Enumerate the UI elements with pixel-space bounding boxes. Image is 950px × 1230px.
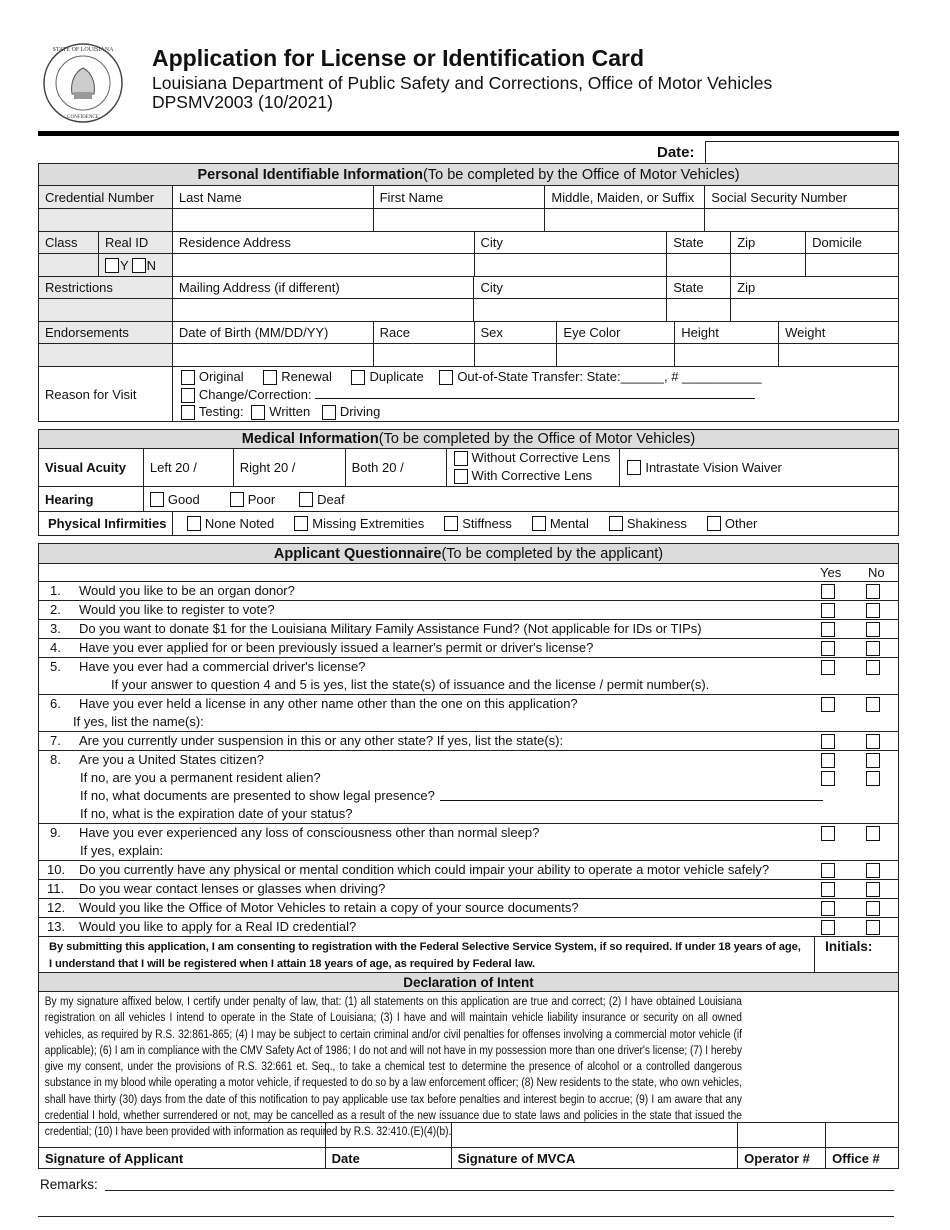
question-line [39, 658, 898, 676]
hearing-label: Hearing [39, 487, 144, 511]
right-eye-field[interactable]: Right 20 / [234, 449, 346, 486]
question-text: Would you like to be an organ donor? [79, 583, 295, 598]
svg-text:CONFIDENCE: CONFIDENCE [67, 115, 99, 120]
mailing-zip-field[interactable] [731, 299, 898, 321]
state-field[interactable] [667, 254, 731, 276]
middle-name-field[interactable] [545, 209, 705, 231]
declaration-section [38, 972, 899, 1169]
vision-waiver-checkbox[interactable] [627, 460, 641, 475]
selective-service-consent: By submitting this application, I am consenting to registration with the Federal Selective Service System, if so required. If under 18 years of age, I understand that I will be registered when I attain 18 years of age, as required by Federal law. [39, 937, 815, 974]
no-checkbox[interactable] [866, 622, 880, 637]
section-note: (To be completed by the Office of Motor Vehicles) [378, 431, 696, 447]
without-lens-checkbox[interactable] [454, 451, 468, 466]
question-row [39, 880, 898, 899]
state-label: State [667, 232, 731, 253]
with-lens-checkbox[interactable] [454, 469, 468, 484]
testing-label: Testing: [198, 404, 244, 419]
middle-name-label: Middle, Maiden, or Suffix [545, 186, 705, 208]
question-row [39, 824, 898, 861]
mailing-city-label: City [474, 277, 667, 298]
good-checkbox[interactable] [150, 492, 164, 507]
office-number-field[interactable] [826, 1123, 898, 1147]
remarks-line-1[interactable] [105, 1190, 894, 1191]
credential-number-label: Credential Number [39, 186, 173, 208]
question-line [39, 582, 898, 600]
declaration-text: By my signature affixed below, I certify under penalty of law, that: (1) all statements on this application are true and correct; (2) I have obtained Louisiana registration on all vehicles I intend to operate in the State of Louisiana; (3) I have and will maintain vehicle liability insurance or security on all owned vehicles, as required by R.S. 32:861-865; (4) I may be subject to certain criminal and/or civil penalties for offenses involving a commercial motor vehicle (if applicable); (6) I am in compliance with the CMV Safety Act of 1986; I do not and will not have in my possession more than one driver's license; (7) I hereby give my consent, under the provisions of R.S. 32:661 et. Seq., to take a chemical test to determine the presence of alcohol or a controlled dangerous substance in my blood while operating a motor vehicle, if requested to do so by a law enforcement officer; (8) New residents to the state, who own vehicles, shall have thirty (30) days from the date of this notification to pay applicable use tax before penalties and interest begin to accrue; (9) I am aware that any credential I hold, whether surrendered or not, may be cancelled as a result of the new issuance due to state laws and policies in the state that issued the credential; (10) I have been provided with information as required by R.S. 32:410.(E)(4)(b). [44, 994, 742, 1139]
other-checkbox[interactable] [707, 516, 721, 531]
question-line [39, 861, 898, 879]
written-checkbox[interactable] [251, 405, 265, 420]
question-number: 5. [50, 659, 61, 674]
good-label: Good [167, 491, 200, 507]
change-blank[interactable] [315, 387, 755, 399]
operator-number-field[interactable] [738, 1123, 826, 1147]
svg-text:STATE OF LOUISIANA: STATE OF LOUISIANA [52, 47, 114, 53]
mailing-state-label: State [667, 277, 731, 298]
mailing-zip-label: Zip [737, 280, 756, 295]
infirmity-options [173, 512, 898, 535]
yes-no-header [39, 564, 898, 582]
no-checkbox[interactable] [866, 660, 880, 675]
change-checkbox[interactable] [181, 388, 195, 403]
question-number: 13. [47, 919, 66, 934]
none-noted-label: None Noted [204, 516, 275, 531]
both-eyes-field[interactable]: Both 20 / [346, 449, 447, 486]
signature-date-label: Date [326, 1148, 452, 1168]
yes-checkbox[interactable] [821, 826, 835, 841]
no-checkbox[interactable] [866, 603, 880, 618]
real-id-options [99, 254, 173, 276]
yes-checkbox[interactable] [821, 584, 835, 599]
mvca-signature-label: Signature of MVCA [452, 1148, 739, 1168]
question-list [39, 582, 898, 937]
question-number: 8. [50, 752, 61, 767]
vision-waiver [620, 449, 898, 486]
shakiness-label: Shakiness [626, 516, 687, 531]
no-checkbox[interactable] [866, 826, 880, 841]
duplicate-checkbox[interactable] [351, 370, 365, 385]
question-text: Are you currently under suspension in this or any other state? If yes, list the state(s): [79, 733, 564, 748]
question-row [39, 620, 898, 639]
driving-label: Driving [339, 404, 381, 419]
ssn-field[interactable] [705, 209, 898, 231]
yes-checkbox[interactable] [821, 753, 835, 768]
question-line [39, 769, 898, 787]
stiffness-checkbox[interactable] [444, 516, 458, 531]
missing-extremities-checkbox[interactable] [294, 516, 308, 531]
no-checkbox[interactable] [866, 771, 880, 786]
with-lens-label: With Corrective Lens [471, 468, 593, 483]
question-text: Have you ever had a commercial driver's license? [79, 659, 366, 674]
applicant-signature-label: Signature of Applicant [39, 1148, 326, 1168]
no-checkbox[interactable] [866, 734, 880, 749]
question-number: 2. [50, 602, 61, 617]
question-row [39, 918, 898, 937]
deaf-checkbox[interactable] [299, 492, 313, 507]
section-title: Medical Information [241, 431, 379, 447]
no-checkbox[interactable] [866, 920, 880, 935]
question-text: Are you a United States citizen? [79, 752, 264, 767]
mailing-address-field[interactable] [173, 299, 475, 321]
question-number: 9. [50, 825, 61, 840]
no-checkbox[interactable] [866, 901, 880, 916]
question-text: If yes, list the name(s): [73, 714, 204, 729]
visual-acuity-label: Visual Acuity [39, 449, 144, 486]
no-checkbox[interactable] [866, 641, 880, 656]
question-line [39, 805, 898, 823]
medical-info-header [39, 430, 898, 448]
question-number: 11. [47, 881, 65, 896]
vision-waiver-label: Intrastate Vision Waiver [645, 460, 782, 475]
real-id-no-checkbox[interactable] [132, 258, 146, 273]
mailing-address-label: Mailing Address (if different) [173, 277, 475, 298]
question-text: Would you like to apply for a Real ID credential? [79, 919, 357, 934]
credential-number-field[interactable] [39, 209, 173, 231]
legal-presence-blank[interactable] [440, 787, 823, 801]
question-row [39, 899, 898, 918]
section-title: Personal Identifiable Information [197, 166, 424, 183]
reason-for-visit-label: Reason for Visit [39, 367, 173, 421]
question-line [39, 880, 898, 898]
state-seal [42, 42, 124, 124]
residence-address-field[interactable] [173, 254, 475, 276]
question-text: If no, what is the expiration date of your status? [80, 806, 353, 821]
original-checkbox[interactable] [181, 370, 195, 385]
yes-header: Yes [820, 565, 842, 580]
physical-infirmities-label: Physical Infirmities [39, 512, 173, 535]
personal-info-section [38, 163, 899, 422]
race-label: Race [374, 322, 475, 343]
question-line [39, 842, 898, 860]
yes-checkbox[interactable] [821, 734, 835, 749]
question-line [39, 713, 898, 731]
remarks-label: Remarks: [40, 1177, 98, 1192]
question-line [39, 824, 898, 842]
renewal-label: Renewal [281, 369, 332, 384]
yes-checkbox[interactable] [821, 641, 835, 656]
first-name-label: First Name [374, 186, 546, 208]
testing-checkbox[interactable] [181, 405, 195, 420]
domicile-field[interactable] [806, 254, 898, 276]
question-number: 6. [50, 696, 61, 711]
mental-checkbox[interactable] [532, 516, 546, 531]
eye-color-field[interactable] [557, 344, 675, 366]
no-checkbox[interactable] [866, 753, 880, 768]
zip-field[interactable] [731, 254, 806, 276]
height-field[interactable] [675, 344, 779, 366]
yes-checkbox[interactable] [821, 603, 835, 618]
yes-checkbox[interactable] [821, 771, 835, 786]
form-title: Application for License or Identification Card [152, 45, 644, 71]
question-number: 12. [47, 900, 66, 915]
question-number: 1. [50, 583, 61, 598]
no-header: No [868, 565, 885, 580]
poor-checkbox[interactable] [230, 492, 244, 507]
out-of-state-label: Out-of-State Transfer: State:______, # ___________ [457, 369, 762, 384]
zip-label: Zip [731, 232, 806, 253]
shakiness-checkbox[interactable] [609, 516, 623, 531]
question-text: Have you ever held a license in any other name other than the one on this application? [79, 696, 578, 711]
medical-info-section [38, 429, 899, 536]
no-checkbox[interactable] [866, 863, 880, 878]
mental-label: Mental [549, 516, 589, 531]
remarks-line-2[interactable] [38, 1216, 894, 1217]
section-note: (To be completed by the Office of Motor Vehicles) [423, 166, 740, 183]
without-lens-label: Without Corrective Lens [471, 450, 611, 465]
change-label: Change/Correction: [198, 386, 312, 402]
question-line [39, 732, 898, 750]
question-number: 4. [50, 640, 61, 655]
question-line [39, 620, 898, 638]
missing-extremities-label: Missing Extremities [312, 516, 425, 531]
restrictions-label: Restrictions [39, 277, 173, 298]
lens-options [447, 449, 621, 486]
real-id-yes-checkbox[interactable] [105, 258, 119, 273]
sex-field[interactable] [475, 344, 558, 366]
question-text: Do you wear contact lenses or glasses when driving? [79, 881, 386, 896]
deaf-label: Deaf [317, 491, 345, 507]
question-row [39, 582, 898, 601]
race-field[interactable] [374, 344, 475, 366]
eye-color-label: Eye Color [557, 322, 675, 343]
height-label: Height [675, 322, 779, 343]
real-id-yes-label: Y [119, 257, 129, 273]
endorsements-field[interactable] [39, 344, 173, 366]
question-line [39, 639, 898, 657]
dob-label: Date of Birth (MM/DD/YY) [173, 322, 374, 343]
questionnaire-section [38, 543, 899, 975]
poor-label: Poor [247, 491, 276, 507]
question-number: 10. [47, 862, 66, 877]
city-label: City [475, 232, 668, 253]
question-row [39, 658, 898, 695]
question-text: Have you ever experienced any loss of consciousness other than normal sleep? [79, 825, 540, 840]
question-line [39, 676, 898, 694]
yes-checkbox[interactable] [821, 697, 835, 712]
question-line [39, 918, 898, 936]
yes-checkbox[interactable] [821, 622, 835, 637]
date-label: Date: [657, 144, 695, 161]
last-name-field[interactable] [173, 209, 374, 231]
residence-address-label: Residence Address [173, 232, 475, 253]
original-label: Original [198, 369, 244, 384]
initials-field[interactable] [815, 937, 898, 974]
mailing-city-field[interactable] [474, 299, 667, 321]
questionnaire-header [39, 544, 898, 563]
weight-label: Weight [785, 325, 826, 340]
reason-options [173, 367, 898, 421]
driving-checkbox[interactable] [322, 405, 336, 420]
duplicate-label: Duplicate [369, 369, 424, 384]
renewal-checkbox[interactable] [263, 370, 277, 385]
office-number-label: Office # [832, 1150, 880, 1166]
question-text: If yes, explain: [80, 843, 164, 858]
question-row [39, 639, 898, 658]
first-name-field[interactable] [374, 209, 546, 231]
yes-checkbox[interactable] [821, 863, 835, 878]
no-checkbox[interactable] [866, 584, 880, 599]
endorsements-label: Endorsements [39, 322, 173, 343]
yes-checkbox[interactable] [821, 901, 835, 916]
initials-label: Initials: [825, 939, 873, 954]
class-field[interactable] [39, 254, 99, 276]
dob-field[interactable] [173, 344, 374, 366]
out-of-state-checkbox[interactable] [439, 370, 453, 385]
question-row [39, 732, 898, 751]
sex-label: Sex [475, 322, 558, 343]
stiffness-label: Stiffness [462, 516, 512, 531]
question-row [39, 601, 898, 620]
question-text: If no, are you a permanent resident alien? [80, 770, 321, 785]
hearing-options [144, 487, 898, 511]
question-text: Would you like to register to vote? [79, 602, 275, 617]
header-rule [38, 131, 899, 136]
form-subtitle: Louisiana Department of Public Safety and Corrections, Office of Motor Vehicles [152, 73, 773, 93]
weight-field[interactable] [779, 344, 898, 366]
question-line [39, 695, 898, 713]
declaration-header: Declaration of Intent [39, 973, 898, 991]
question-text: Would you like the Office of Motor Vehicles to retain a copy of your source documents? [79, 900, 579, 915]
question-text: If your answer to question 4 and 5 is yes, list the state(s) of issuance and the license / permit number(s). [111, 677, 710, 692]
form-id: DPSMV2003 (10/2021) [152, 92, 333, 112]
question-line [39, 751, 898, 769]
question-text: If no, what documents are presented to show legal presence? [80, 788, 435, 803]
personal-info-header [39, 164, 898, 185]
question-row [39, 751, 898, 824]
mailing-state-field[interactable] [667, 299, 731, 321]
last-name-label: Last Name [173, 186, 374, 208]
section-title: Applicant Questionnaire [273, 545, 442, 562]
question-text: Do you currently have any physical or mental condition which could impair your ability to operate a motor vehicle safely? [79, 862, 770, 877]
restrictions-field[interactable] [39, 299, 173, 321]
question-row [39, 861, 898, 880]
real-id-label: Real ID [99, 232, 173, 253]
date-field[interactable] [705, 141, 899, 164]
left-eye-field[interactable]: Left 20 / [144, 449, 234, 486]
yes-checkbox[interactable] [821, 920, 835, 935]
operator-number-label: Operator # [738, 1148, 826, 1168]
written-label: Written [269, 404, 311, 419]
question-number: 3. [50, 621, 61, 636]
class-label: Class [39, 232, 99, 253]
no-checkbox[interactable] [866, 697, 880, 712]
city-field[interactable] [475, 254, 668, 276]
question-text: Do you want to donate $1 for the Louisiana Military Family Assistance Fund? (Not applicable for IDs or TIPs) [79, 621, 702, 636]
question-text: Have you ever applied for or been previously issued a learner's permit or driver's license? [79, 640, 594, 655]
no-checkbox[interactable] [866, 882, 880, 897]
none-noted-checkbox[interactable] [187, 516, 201, 531]
ssn-label: Social Security Number [711, 189, 848, 205]
question-line [39, 899, 898, 917]
domicile-label: Domicile [812, 235, 862, 250]
yes-checkbox[interactable] [821, 660, 835, 675]
question-line [39, 787, 898, 805]
real-id-no-label: N [146, 257, 156, 273]
question-row [39, 695, 898, 732]
question-line [39, 601, 898, 619]
section-note: (To be completed by the applicant) [441, 545, 664, 562]
mvca-signature-field[interactable] [452, 1123, 739, 1147]
other-label: Other [724, 516, 758, 531]
yes-checkbox[interactable] [821, 882, 835, 897]
question-number: 7. [50, 733, 61, 748]
